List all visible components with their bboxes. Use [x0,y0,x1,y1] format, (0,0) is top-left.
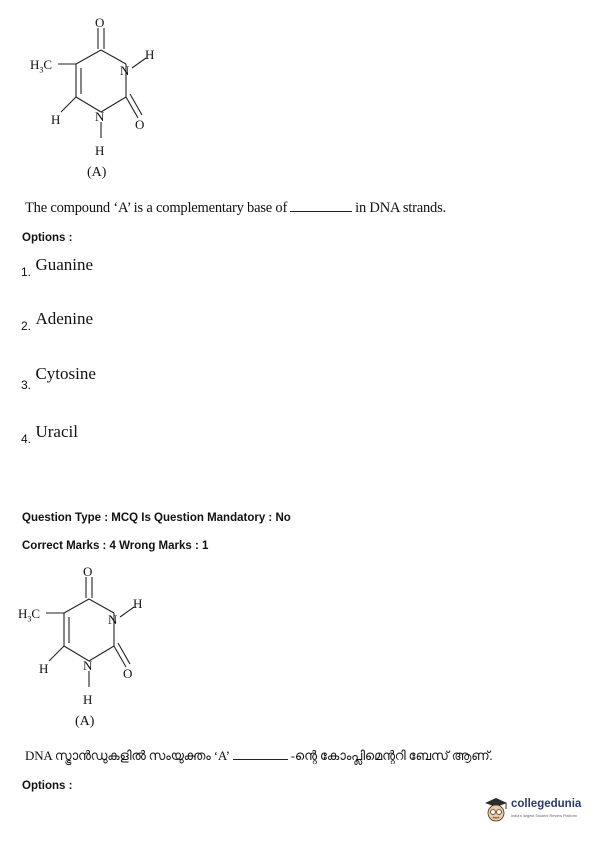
question-text-en-before: The compound ‘A’ is a complementary base of [25,200,288,216]
atom-h-bottom-2: H [83,692,93,707]
structure-caption-2: (A) [75,714,95,729]
option-2[interactable] [21,309,94,333]
logo-name: collegedunia [511,798,582,810]
option-4-number: 4. [21,432,32,446]
atom-h-bottom: H [95,143,105,158]
mascot-icon [482,794,510,824]
options-label-2: Options : [22,780,73,792]
atom-n-bottom-2: N [83,658,93,673]
structure-bonds [28,14,178,189]
question-text-ml-before: DNA സ്ട്രാൻഡുകളിൽ സംയുക്തം ‘A’ [25,748,230,763]
atom-h-left-2: H [39,661,49,676]
logo-tagline: India's largest Student Review Platform [511,814,578,818]
atom-n-bottom: N [95,109,105,124]
option-2-label: Adenine [35,309,94,328]
atom-o-right: O [135,117,145,132]
option-3-label: Cytosine [35,364,96,383]
options-label: Options : [22,232,73,244]
option-1-label: Guanine [35,255,94,274]
atom-o-top-2: O [83,564,93,579]
answer-blank-2 [233,748,288,760]
collegedunia-logo[interactable] [482,794,592,828]
question-type-line: Question Type : MCQ Is Question Mandatory : No [22,512,291,524]
structure-caption: (A) [87,165,107,180]
option-3-number: 3. [21,378,32,392]
question-text-en [25,200,446,217]
chemical-structure-thymine-bottom [16,563,166,738]
option-1-number: 1. [21,265,32,279]
option-4[interactable] [21,422,78,446]
option-1[interactable] [21,255,94,279]
atom-h-top-2: H [133,596,143,611]
question-text-ml-after: -ന്റെ കോംപ്ലിമെന്ററി ബേസ് ആണ്. [290,748,493,763]
question-text-ml [25,748,493,764]
chemical-structure-thymine-top [28,14,178,189]
structure-bonds-2 [16,563,166,738]
question-text-en-after: in DNA strands. [355,200,446,216]
option-4-label: Uracil [35,422,78,441]
atom-n-top: N [120,63,130,78]
atom-o-top: O [95,15,105,30]
marks-line: Correct Marks : 4 Wrong Marks : 1 [22,540,209,552]
atom-h3c-2: $H_3C$ [18,606,41,624]
atom-o-right-2: O [123,666,133,681]
option-2-number: 2. [21,319,32,333]
atom-h3c: $H_3C$ [30,57,53,75]
option-3[interactable] [21,364,96,392]
atom-n-top-2: N [108,612,118,627]
atom-h-top: H [145,47,155,62]
answer-blank [290,200,352,212]
atom-h-left: H [51,112,61,127]
